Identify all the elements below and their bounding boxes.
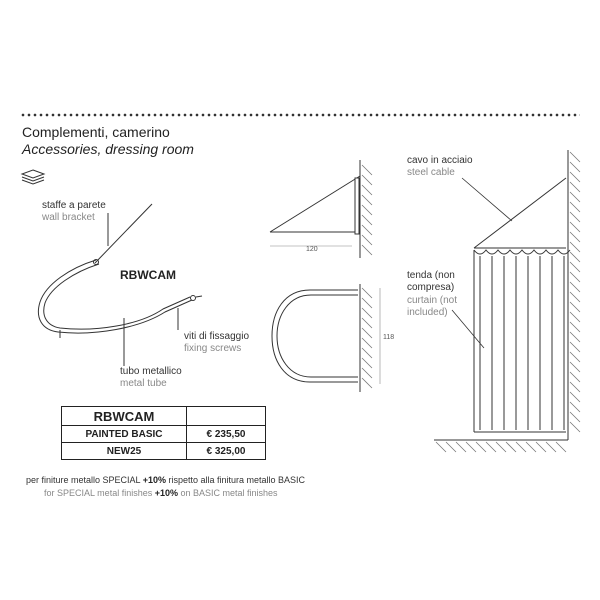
price-table-header — [62, 407, 266, 426]
note-it-post: rispetto alla finitura metallo BASIC — [166, 475, 306, 485]
table-row — [62, 443, 266, 460]
section-title-it: Complementi, camerino — [22, 124, 170, 140]
price-cell: € 325,00 — [187, 443, 266, 460]
note-it-percent: +10% — [142, 475, 166, 485]
depth-dimension: 118 — [383, 334, 395, 341]
tube-label-it: tubo metallico — [120, 366, 182, 377]
table-row — [62, 426, 266, 443]
product-code-label: RBWCAM — [120, 268, 176, 282]
curtain-label-en-1: curtain (not — [407, 295, 458, 306]
finish-note-it — [26, 475, 305, 485]
width-dimension: 120 — [306, 246, 318, 253]
price-cell: € 235,50 — [187, 426, 266, 443]
top-view-drawing — [272, 284, 380, 392]
cable-label-en: steel cable — [407, 167, 455, 178]
finish-note-en — [44, 488, 278, 498]
cable-label-it: cavo in acciaio — [407, 155, 473, 166]
price-table — [61, 406, 266, 460]
rail-perspective-drawing — [38, 204, 202, 366]
note-en-post: on BASIC metal finishes — [178, 488, 278, 498]
note-en-pre: for SPECIAL metal finishes — [44, 488, 155, 498]
tube-label-en: metal tube — [120, 378, 167, 389]
finish-cell: PAINTED BASIC — [62, 426, 187, 443]
finish-cell: NEW25 — [62, 443, 187, 460]
note-en-percent: +10% — [154, 488, 178, 498]
note-it-pre: per finiture metallo SPECIAL — [26, 475, 143, 485]
side-view-drawing — [270, 160, 372, 258]
curtain-label-en-2: included) — [407, 307, 448, 318]
curtain-label-it-1: tenda (non — [407, 270, 455, 281]
price-table-header-blank — [187, 407, 266, 426]
screws-label-en: fixing screws — [184, 343, 242, 354]
bracket-label-it: staffe a parete — [42, 200, 106, 211]
price-table-code: RBWCAM — [62, 407, 187, 426]
section-title-en: Accessories, dressing room — [22, 141, 194, 157]
bracket-label-en: wall bracket — [42, 212, 95, 223]
curtain-label-it-2: compresa) — [407, 282, 455, 293]
screws-label-it: viti di fissaggio — [184, 331, 250, 342]
